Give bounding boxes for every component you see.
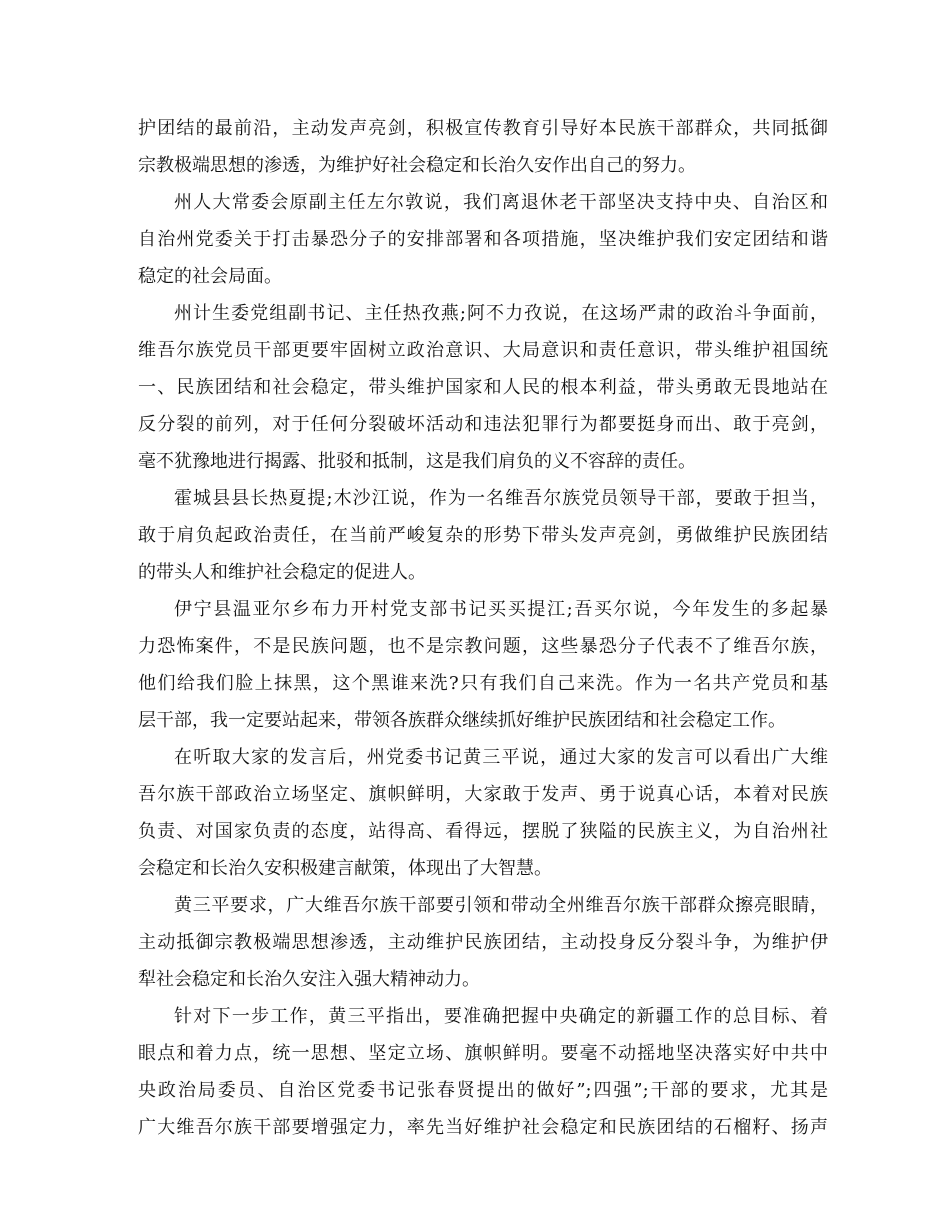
paragraph-line: 伊宁县温亚尔乡布力开村党支部书记买买提江;吾买尔说，今年发生的多起暴 xyxy=(174,599,828,620)
paragraph-line: 层干部，我一定要站起来，带领各族群众继续抓好维护民族团结和社会稳定工作。 xyxy=(138,710,786,731)
paragraph-line: 州人大常委会原副主任左尔敦说，我们离退休老干部坚决支持中央、自治区和 xyxy=(174,192,828,213)
paragraph-line: 他们给我们脸上抹黑，这个黑谁来洗?只有我们自己来洗。作为一名共产党员和基 xyxy=(138,673,828,694)
paragraph-line: 霍城县县长热夏提;木沙江说，作为一名维吾尔族党员领导干部，要敢于担当， xyxy=(174,488,828,509)
paragraph-line: 吾尔族干部政治立场坚定、旗帜鲜明，大家敢于发声、勇于说真心话，本着对民族 xyxy=(138,784,828,805)
paragraph-line: 黄三平要求，广大维吾尔族干部要引领和带动全州维吾尔族干部群众擦亮眼睛， xyxy=(174,895,828,916)
paragraph-line: 敢于肩负起政治责任，在当前严峻复杂的形势下带头发声亮剑，勇做维护民族团结 xyxy=(138,525,828,546)
paragraph-line: 力恐怖案件，不是民族问题，也不是宗教问题，这些暴恐分子代表不了维吾尔族， xyxy=(138,636,828,657)
paragraph-line: 主动抵御宗教极端思想渗透，主动维护民族团结，主动投身反分裂斗争，为维护伊 xyxy=(138,932,828,953)
paragraph-line: 州计生委党组副书记、主任热孜燕;阿不力孜说，在这场严肃的政治斗争面前， xyxy=(174,303,828,324)
document-body xyxy=(138,110,828,1146)
paragraph-line: 眼点和着力点，统一思想、坚定立场、旗帜鲜明。要毫不动摇地坚决落实好中共中 xyxy=(138,1043,828,1064)
paragraph-line: 毫不犹豫地进行揭露、批驳和抵制，这是我们肩负的义不容辞的责任。 xyxy=(138,451,696,472)
paragraph-line: 在听取大家的发言后，州党委书记黄三平说，通过大家的发言可以看出广大维 xyxy=(174,747,828,768)
paragraph-line: 犁社会稳定和长治久安注入强大精神动力。 xyxy=(138,969,480,990)
paragraph-line: 会稳定和长治久安积极建言献策，体现出了大智慧。 xyxy=(138,858,552,879)
paragraph-line: 宗教极端思想的渗透，为维护好社会稳定和长治久安作出自己的努力。 xyxy=(138,155,696,176)
paragraph-line: 稳定的社会局面。 xyxy=(138,266,282,287)
paragraph-line: 针对下一步工作，黄三平指出，要准确把握中央确定的新疆工作的总目标、着 xyxy=(174,1006,828,1027)
paragraph-line: 反分裂的前列，对于任何分裂破坏活动和违法犯罪行为都要挺身而出、敢于亮剑， xyxy=(138,414,828,435)
paragraph-line: 负责、对国家负责的态度，站得高、看得远，摆脱了狭隘的民族主义，为自治州社 xyxy=(138,821,828,842)
paragraph-line: 自治州党委关于打击暴恐分子的安排部署和各项措施，坚决维护我们安定团结和谐 xyxy=(138,229,828,250)
paragraph-line: 广大维吾尔族干部要增强定力，率先当好维护社会稳定和民族团结的石榴籽、扬声 xyxy=(138,1117,828,1138)
paragraph-line: 护团结的最前沿，主动发声亮剑，积极宣传教育引导好本民族干部群众，共同抵御 xyxy=(138,118,828,139)
paragraph-line: 一、民族团结和社会稳定，带头维护国家和人民的根本利益，带头勇敢无畏地站在 xyxy=(138,377,828,398)
paragraph-line: 维吾尔族党员干部更要牢固树立政治意识、大局意识和责任意识，带头维护祖国统 xyxy=(138,340,828,361)
paragraph-line: 的带头人和维护社会稳定的促进人。 xyxy=(138,562,426,583)
paragraph-line: 央政治局委员、自治区党委书记张春贤提出的做好”;四强”;干部的要求，尤其是 xyxy=(138,1080,828,1101)
